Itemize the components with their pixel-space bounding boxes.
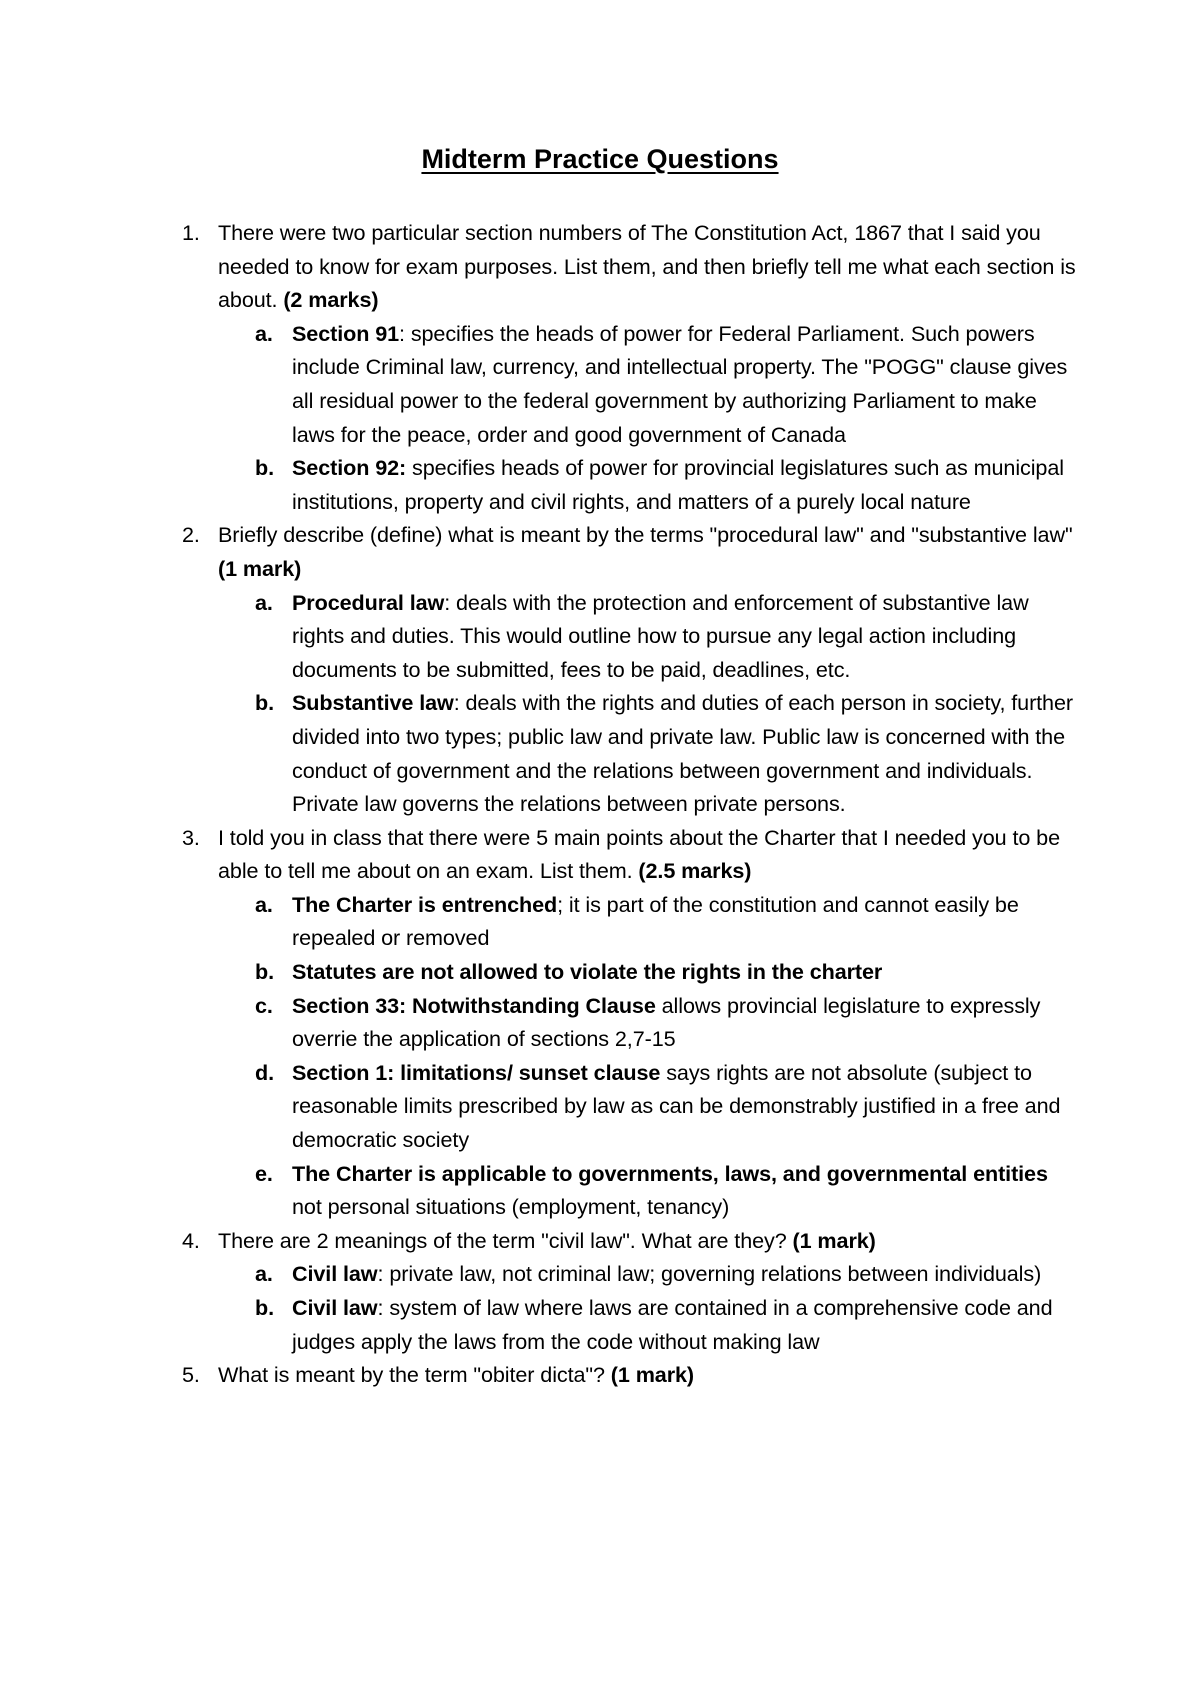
answer-text: : specifies the heads of power for Federal Parliament. Such powers include Criminal law, currency, and intellectual property. The "POGG" clause gives all residual power to the federal government by authorizing Parliament to make laws for the peace, order and good government of Canada (292, 320, 1068, 447)
answer-term: Civil law (292, 1295, 378, 1320)
answer-term: The Charter is entrenched (292, 891, 558, 917)
question-text: There are 2 meanings of the term "civil law". What are they? (1 mark) (218, 1227, 876, 1253)
answer-list (218, 888, 1076, 1224)
question-marks: (1 mark) (610, 1362, 695, 1388)
answer-item (218, 1291, 1076, 1358)
answer-item (218, 888, 1076, 955)
answer-label: b. (255, 1295, 274, 1320)
question-4 (176, 1224, 1076, 1358)
question-marks: (2.5 marks) (638, 858, 752, 884)
answer-text: : deals with the rights and duties of each person in society, further divided into two types; public law and private law. Public law is concerned with the conduct of government and the relations between government and individuals. Private law governs the relations between private persons. (292, 690, 1073, 817)
answer-term: Procedural law (292, 589, 445, 615)
question-2 (176, 518, 1076, 820)
question-number: 1. (182, 220, 200, 245)
question-marks: (1 mark) (792, 1227, 876, 1253)
answer-label: a. (255, 320, 273, 346)
answer-item (218, 989, 1076, 1056)
answer-list (218, 586, 1076, 821)
answer-text: ; it is part of the constitution and cannot easily be repealed or removed (292, 891, 1019, 951)
answer-text: not personal situations (employment, tenancy) (292, 1194, 730, 1220)
question-marks: (1 mark) (218, 555, 302, 581)
answer-term: Section 92: (292, 455, 407, 481)
answer-label: d. (255, 1059, 274, 1085)
question-1 (176, 216, 1076, 518)
answer-text: allows provincial legislature to expressly overrie the application of sections 2,7-15 (292, 992, 1041, 1052)
question-text: I told you in class that there were 5 main points about the Charter that I needed you to be able to tell me about on an exam. List them. (2.5 marks) (218, 824, 1060, 884)
answer-list (218, 1257, 1076, 1358)
answer-text: says rights are not absolute (subject to reasonable limits prescribed by law as can be demonstrably justified in a free and democratic society (292, 1059, 1061, 1153)
page-title (0, 142, 1200, 176)
answer-term: Section 33: Notwithstanding Clause (292, 992, 656, 1018)
answer-term: Statutes are not allowed to violate the rights in the charter (292, 959, 883, 985)
question-5 (176, 1358, 1076, 1392)
answer-term: Substantive law (292, 690, 454, 716)
answer-text: : private law, not criminal law; governing relations between individuals) (377, 1261, 1042, 1287)
question-number: 2. (182, 522, 200, 548)
answer-label: e. (255, 1160, 273, 1186)
question-marks: (2 marks) (283, 287, 379, 313)
question-number: 4. (182, 1227, 200, 1253)
answer-label: b. (255, 690, 274, 716)
answer-item (218, 1257, 1076, 1291)
answer-term: Civil law (292, 1261, 378, 1287)
answer-label: b. (255, 959, 274, 985)
question-text: Briefly describe (define) what is meant by the terms "procedural law" and "substantive law" (1 mark) (218, 522, 1073, 581)
answer-item (218, 317, 1076, 451)
question-list (176, 216, 1076, 1392)
answer-label: b. (255, 455, 274, 481)
answer-item (218, 955, 1076, 989)
answer-item (218, 1056, 1076, 1157)
answer-list (218, 317, 1076, 519)
answer-label: c. (255, 992, 273, 1018)
question-3 (176, 821, 1076, 1224)
answer-item (218, 451, 1076, 518)
answer-text: specifies heads of power for provincial legislatures such as municipal institutions, property and civil rights, and matters of a purely local nature (292, 455, 1064, 514)
answer-term: Section 91 (292, 320, 400, 346)
answer-label: a. (255, 891, 273, 917)
answer-term: Section 1: limitations/ sunset clause (292, 1059, 661, 1085)
answer-term: The Charter is applicable to governments, laws, and governmental entities (292, 1160, 1048, 1186)
answer-label: a. (255, 589, 273, 615)
page-title-text: Midterm Practice Questions (421, 144, 779, 174)
question-number: 5. (182, 1362, 200, 1388)
question-text: What is meant by the term "obiter dicta"? (1 mark) (218, 1362, 695, 1388)
answer-item (218, 586, 1076, 687)
answer-text: : deals with the protection and enforcement of substantive law rights and duties. This would outline how to pursue any legal action including documents to be submitted, fees to be paid, deadlines, etc. (292, 589, 1029, 682)
answer-text: : system of law where laws are contained in a comprehensive code and judges apply the laws from the code without making law (292, 1295, 1053, 1354)
answer-item (218, 1157, 1076, 1224)
answer-label: a. (255, 1261, 273, 1287)
answer-item (218, 686, 1076, 820)
question-number: 3. (182, 824, 200, 850)
question-text: There were two particular section numbers of The Constitution Act, 1867 that I said you needed to know for exam purposes. List them, and then briefly tell me what each section is about. (2 marks) (218, 220, 1076, 313)
